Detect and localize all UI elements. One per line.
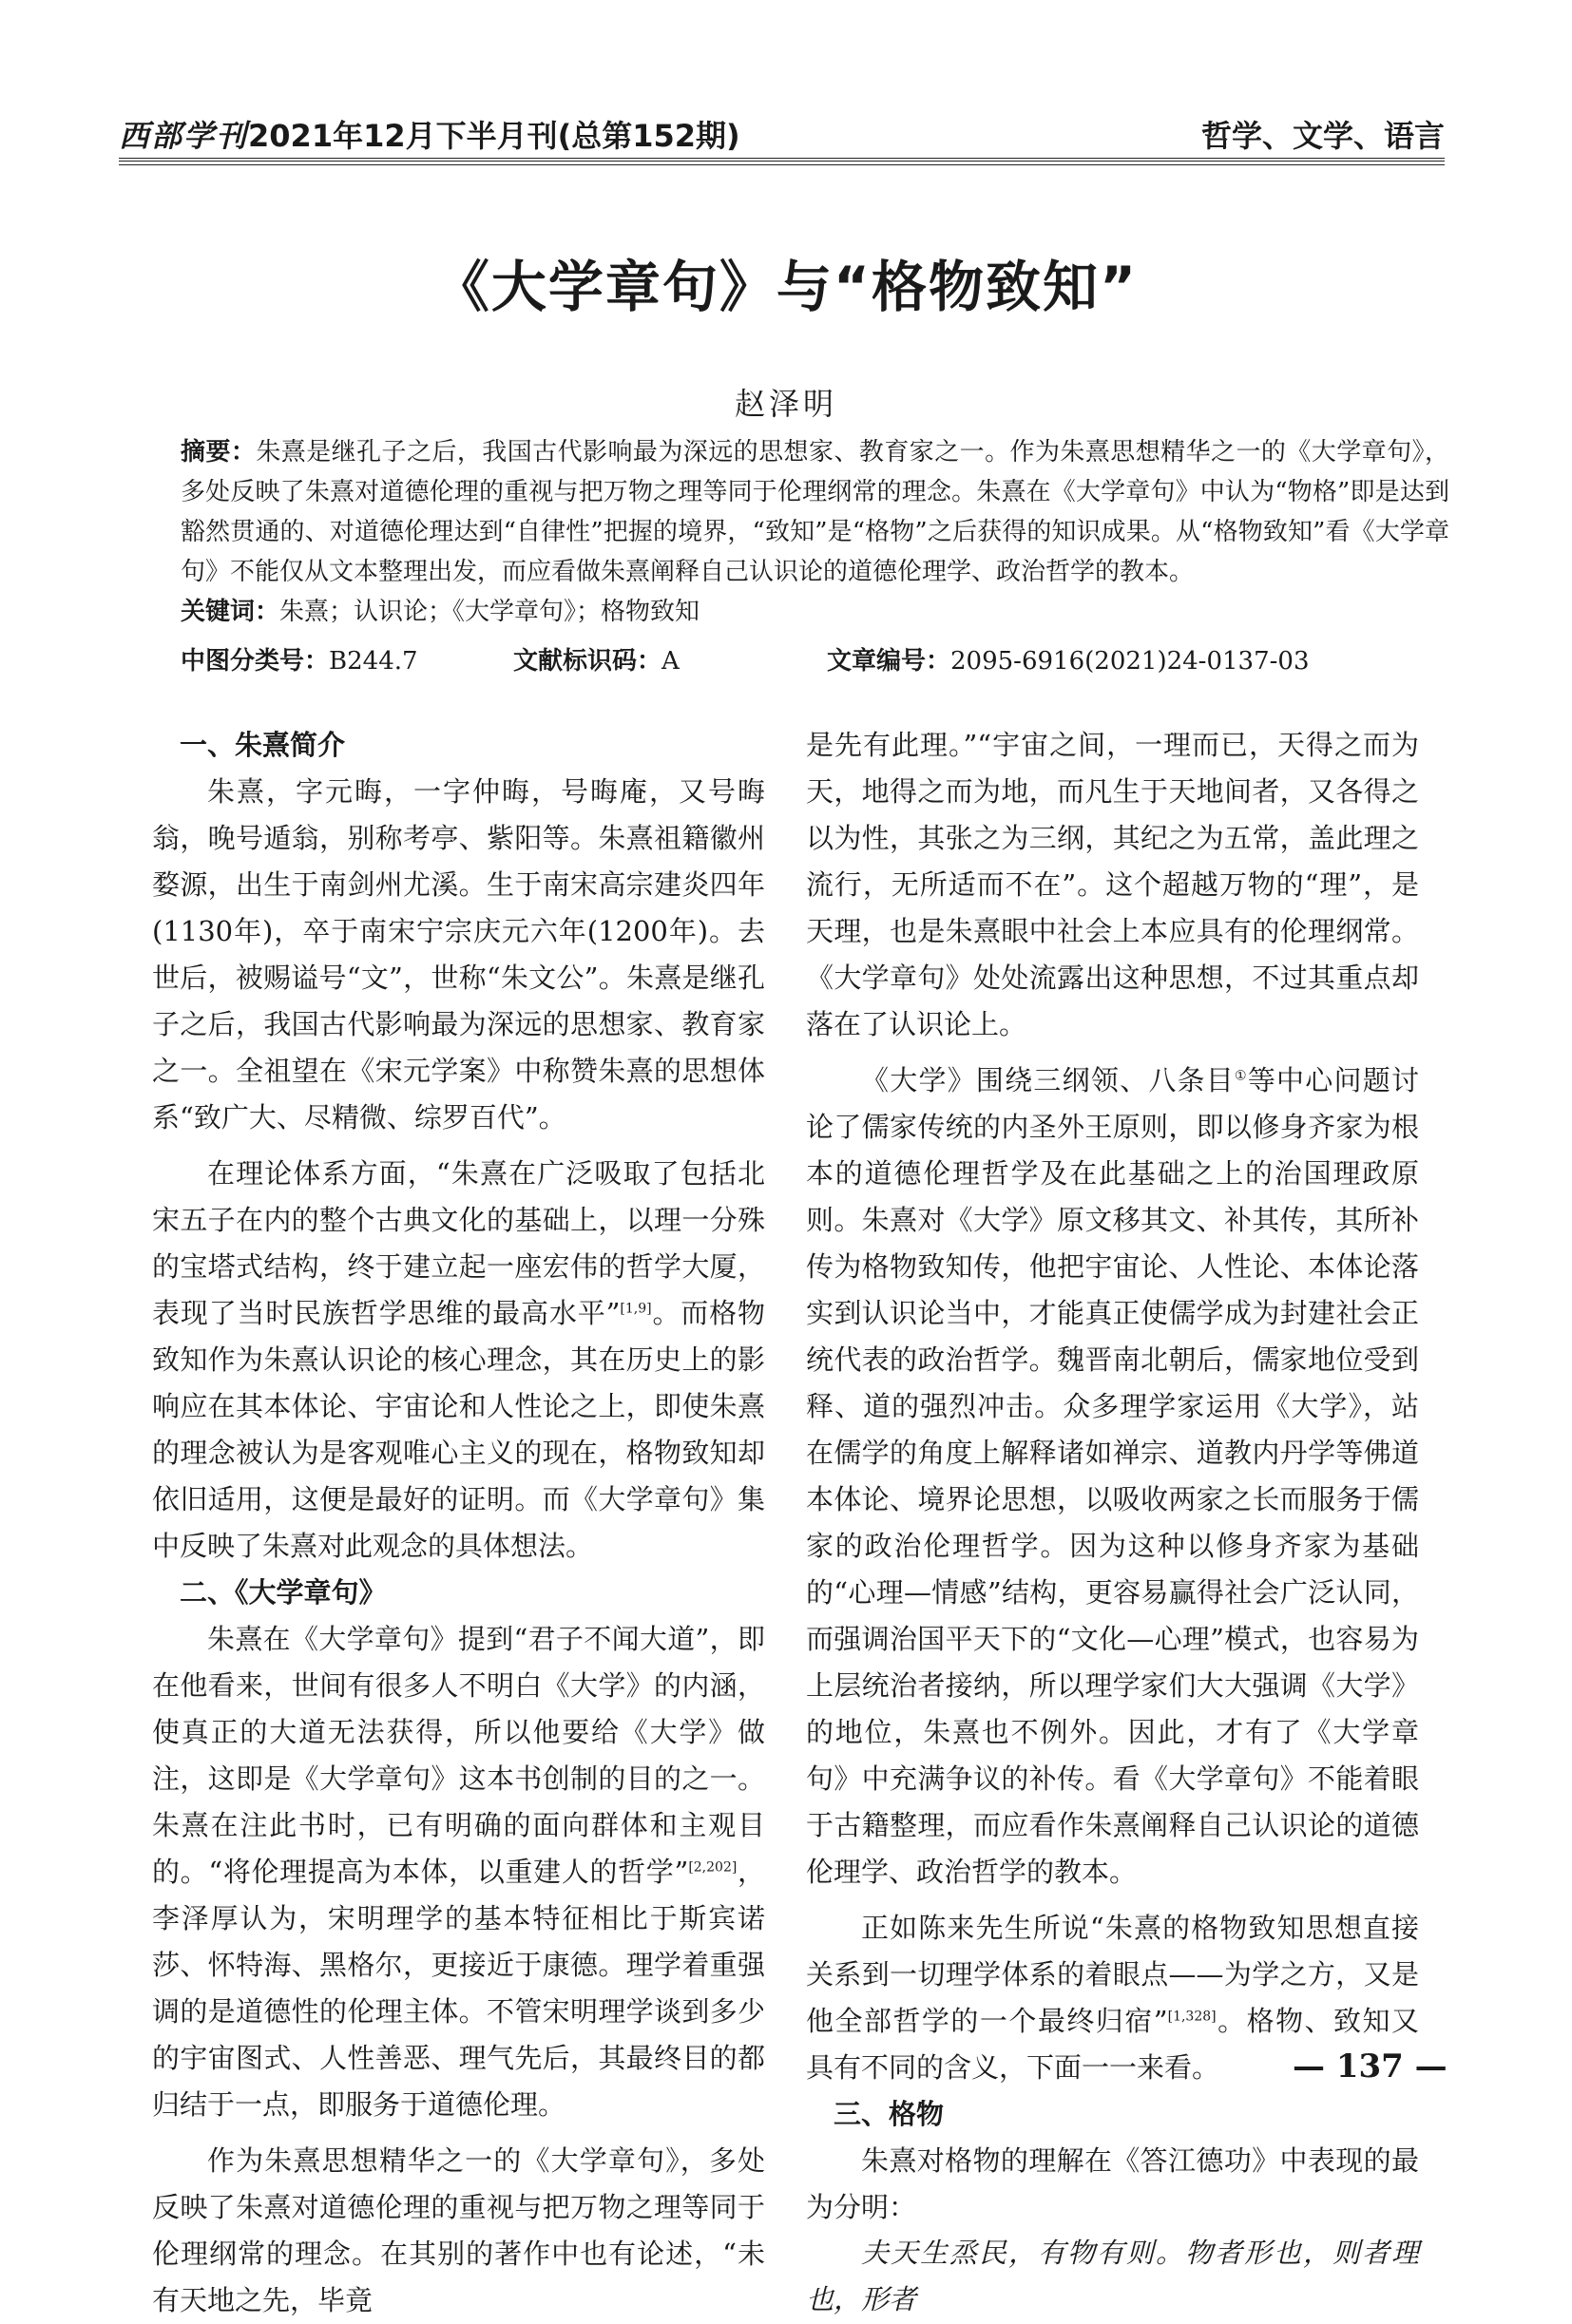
classification-row <box>181 641 1449 679</box>
citation: [2,202] <box>688 1859 738 1876</box>
paragraph-2-text: 在理论体系方面，“朱熹在广泛吸取了包括北宋五子在内的整个古典文化的基础上，以理一分殊的宝塔式结构，终于建立起一座宏伟的哲学大厦，表现了当时民族哲学思维的最高水平” <box>152 1157 765 1329</box>
citation: [1,328] <box>1167 2009 1217 2025</box>
journal-logo: 西部学刊 <box>119 118 249 154</box>
article-author: 赵泽明 <box>734 386 837 422</box>
header-rule <box>119 158 1445 165</box>
journal-issue <box>119 112 740 156</box>
section-name: 哲学、文学、语言 <box>1200 118 1445 154</box>
page-number: — 137 — <box>1293 2048 1447 2086</box>
footnote-marker: ① <box>1235 1068 1248 1084</box>
section-heading-3: 三、格物 <box>834 2098 945 2130</box>
paragraph-2 <box>152 1151 765 1570</box>
abstract <box>181 432 1449 592</box>
doc-label: 文献标识码： <box>513 647 662 676</box>
paragraph-5-text: 《大学》围绕三纲领、八条目 <box>861 1064 1236 1096</box>
clc-value: B244.7 <box>329 647 418 676</box>
paragraph-3-tail: ，李泽厚认为，宋明理学的基本特征相比于斯宾诺莎、怀特海、黑格尔，更接近于康德。理学着重强调的是道德性的伦理主体。不管宋明理学谈到多少的宇宙图式、人性善恶、理气先后，其最终目的都归结于一点，即服务于道德伦理。 <box>152 1856 765 2121</box>
left-column <box>152 722 765 2324</box>
abstract-label: 摘要： <box>181 438 257 467</box>
clc-code <box>181 641 418 676</box>
citation: [1,9] <box>620 1301 652 1317</box>
doc-value: A <box>661 647 680 676</box>
quotation: 夫天生烝民，有物有则。物者形也，则者理也，形者 <box>806 2238 1419 2315</box>
paragraph-3 <box>152 1616 765 2128</box>
paragraph-2-tail: 。而格物致知作为朱熹认识论的核心理念，其在历史上的影响应在其本体论、宇宙论和人性论之上，即使朱熹的理念被认为是客观唯心主义的现在，格物致知却依旧适用，这便是最好的证明。而《大学章句》集中反映了朱熹对此观念的具体想法。 <box>152 1297 765 1562</box>
keywords <box>181 592 1449 632</box>
paragraph-6-tail: 。格物、致知又具有不同的含义，下面一一来看。 <box>806 2005 1419 2084</box>
paragraph-3-text: 朱熹在《大学章句》提到“君子不闻大道”，即在他看来，世间有很多人不明白《大学》的内涵，使真正的大道无法获得，所以他要给《大学》做注，这即是《大学章句》这本书创制的目的之一。朱熹在注此书时，已有明确的面向群体和主观目的。“将伦理提高为本体，以重建人的哲学” <box>152 1623 765 1888</box>
abstract-text: 朱熹是继孔子之后，我国古代影响最为深远的思想家、教育家之一。作为朱熹思想精华之一的《大学章句》，多处反映了朱熹对道德伦理的重视与把万物之理等同于伦理纲常的理念。朱熹在《大学章句》中认为“物格”即是达到豁然贯通的、对道德伦理达到“自律性”把握的境界，“致知”是“格物”之后获得的知识成果。从“格物致知”看《大学章句》不能仅从文本整理出发，而应看做朱熹阐释自己认识论的道德伦理学、政治哲学的教本。 <box>181 438 1449 586</box>
paragraph-6-text: 正如陈来先生所说“朱熹的格物致知思想直接关系到一切理学体系的着眼点——为学之方，又是他全部哲学的一个最终归宿” <box>806 1912 1419 2037</box>
section-heading-2: 二、《大学章句》 <box>180 1576 387 1609</box>
id-label: 文章编号： <box>827 647 951 676</box>
id-value: 2095-6916(2021)24-0137-03 <box>950 647 1310 676</box>
running-header <box>119 106 1445 156</box>
doc-code <box>513 641 680 676</box>
paragraph-1: 朱熹，字元晦，一字仲晦，号晦庵，又号晦翁，晚号遁翁，别称考亭、紫阳等。朱熹祖籍徽州婺源，出生于南剑州尤溪。生于南宋高宗建炎四年(1130年)，卒于南宋宁宗庆元六年(1200年)。去世后，被赐谥号“文”，世称“朱文公”。朱熹是继孔子之后，我国古代影响最为深远的思想家、教育家之一。全祖望在《宋元学案》中称赞朱熹的思想体系“致广大、尽精微、综罗百代”。 <box>152 775 765 1133</box>
keywords-label: 关键词： <box>181 598 280 626</box>
abstract-block <box>181 432 1449 632</box>
issue-info: 2021年12月下半月刊(总第152期) <box>248 118 740 154</box>
clc-label: 中图分类号： <box>181 647 330 676</box>
paragraph-7: 朱熹对格物的理解在《答江德功》中表现的最为分明： <box>806 2144 1419 2223</box>
keywords-text: 朱熹；认识论；《大学章句》；格物致知 <box>279 598 700 626</box>
article-title: 《大学章句》与“格物致知” <box>433 255 1139 319</box>
article-id <box>827 641 1310 676</box>
paragraph-5-tail: 等中心问题讨论了儒家传统的内圣外王原则，即以修身齐家为根本的道德伦理哲学及在此基础之上的治国理政原则。朱熹对《大学》原文移其文、补其传，其所补传为格物致知传，他把宇宙论、人性论、本体论落实到认识论当中，才能真正使儒学成为封建社会正统代表的政治哲学。魏晋南北朝后，儒家地位受到释、道的强烈冲击。众多理学家运用《大学》，站在儒学的角度上解释诸如禅宗、道教内丹学等佛道本体论、境界论思想，以吸收两家之长而服务于儒家的政治伦理哲学。因为这种以修身齐家为基础的“心理—情感”结构，更容易赢得社会广泛认同，而强调治国平天下的“文化—心理”模式，也容易为上层统治者接纳，所以理学家们大大强调《大学》的地位，朱熹也不例外。因此，才有了《大学章句》中充满争议的补传。看《大学章句》不能着眼于古籍整理，而应看作朱熹阐释自己认识论的道德伦理学、政治哲学的教本。 <box>806 1064 1419 1888</box>
section-heading-1: 一、朱熹简介 <box>180 729 346 761</box>
paragraph-5 <box>806 1057 1419 1895</box>
paragraph-4-continued: 是先有此理。”“宇宙之间，一理而已，天得之而为天，地得之而为地，而凡生于天地间者，又各得之以为性，其张之为三纲，其纪之为五常，盖此理之流行，无所适而不在”。这个超越万物的“理”，是天理，也是朱熹眼中社会上本应具有的伦理纲常。《大学章句》处处流露出这种思想，不过其重点却落在了认识论上。 <box>806 729 1419 1040</box>
paragraph-4: 作为朱熹思想精华之一的《大学章句》，多处反映了朱熹对道德伦理的重视与把万物之理等同于伦理纲常的理念。在其别的著作中也有论述，“未有天地之先，毕竟 <box>152 2144 765 2316</box>
